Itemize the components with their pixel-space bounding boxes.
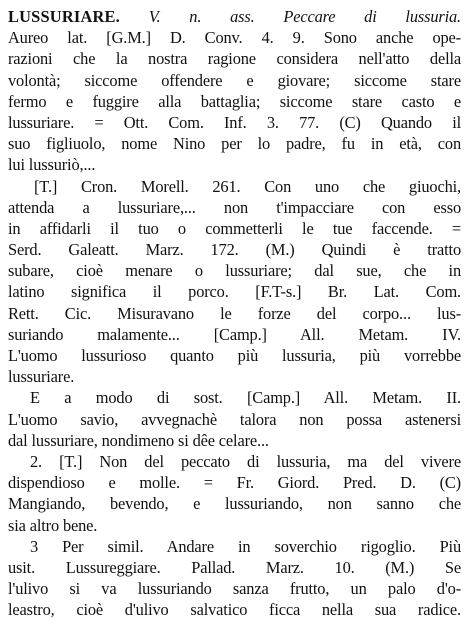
entry-line-5: fermo e fuggire alla battaglia; siccome stare casto e — [8, 91, 461, 111]
entry-line-8: lui lussuriò,... — [8, 155, 96, 175]
entry-line-26: 3 Per simil. Andare in soverchio rigoglio. Più — [30, 536, 461, 556]
entry-line-10: attenda a lussuriare,... non t'impacciare con esso — [8, 197, 461, 217]
entry-line-29: leastro, cioè d'ulivo salvatico ficca nella sua radice. — [8, 600, 461, 620]
entry-line-20: L'uomo savio, avvegnachè talora non possa astenersi — [8, 409, 461, 429]
entry-line-6: lussuriare. = Ott. Com. Inf. 3. 77. (C) Quando il — [8, 112, 461, 132]
entry-line-1-text: V. n. ass. Peccare di lussuria. — [148, 7, 461, 26]
entry-line-14: latino significa il porco. [F.T-s.] Br. Lat. Com. — [8, 282, 461, 302]
entry-line-19: E a modo di sost. [Camp.] All. Metam. II. — [30, 388, 461, 408]
entry-line-12: Serd. Galeatt. Marz. 172. (M.) Quindi è tratto — [8, 240, 461, 260]
entry-line-13: subare, cioè menare o lussuriare; dal sue, che in — [8, 261, 461, 281]
entry-line-2: Aureo lat. [G.M.] D. Conv. 4. 9. Sono anche ope- — [8, 28, 461, 48]
entry-line-17: L'uomo lussurioso quanto più lussuria, più vorrebbe — [8, 346, 461, 365]
entry-line-7: suo figliuolo, nome Nino per lo padre, fu in età, con — [8, 134, 461, 154]
entry-line-25: sia altro bene. — [8, 515, 98, 535]
entry-line-15: Rett. Cic. Misuravano le forze del corpo... lus- — [8, 303, 461, 323]
entry-line-18: lussuriare. — [8, 367, 75, 387]
entry-line-27: usit. Lussureggiare. Pallad. Marz. 10. (M.) Se — [8, 557, 461, 577]
entry-line-24: Mangiando, bevendo, e lussuriando, non sanno che — [8, 494, 461, 514]
entry-line-22: 2. [T.] Non del peccato di lussuria, ma del vivere — [30, 451, 461, 471]
entry-line-4: volontà; siccome offendere e giovare; siccome stare — [8, 70, 461, 90]
entry-line-9: [T.] Cron. Morell. 261. Con uno che giuochi, — [34, 176, 461, 196]
entry-line-23: dispendioso e molle. = Fr. Giord. Pred. D. (C) — [8, 473, 461, 493]
entry-line-16: suriando malamente... [Camp.] All. Metam. IV. — [8, 324, 461, 344]
entry-line-28: l'ulivo si va lussuriando sanza frutto, un palo d'o- — [8, 579, 461, 599]
headword: LUSSURIARE. — [8, 7, 120, 26]
entry-line-3: razioni che la nostra ragione considera nell'atto della — [8, 49, 461, 69]
entry-line-11: in affidarli il tuo o commetterli le tue faccende. = — [8, 218, 461, 238]
entry-line-21: dal lussuriare, nondimeno si dêe celare... — [8, 430, 269, 450]
entry-line-1 — [8, 6, 461, 27]
